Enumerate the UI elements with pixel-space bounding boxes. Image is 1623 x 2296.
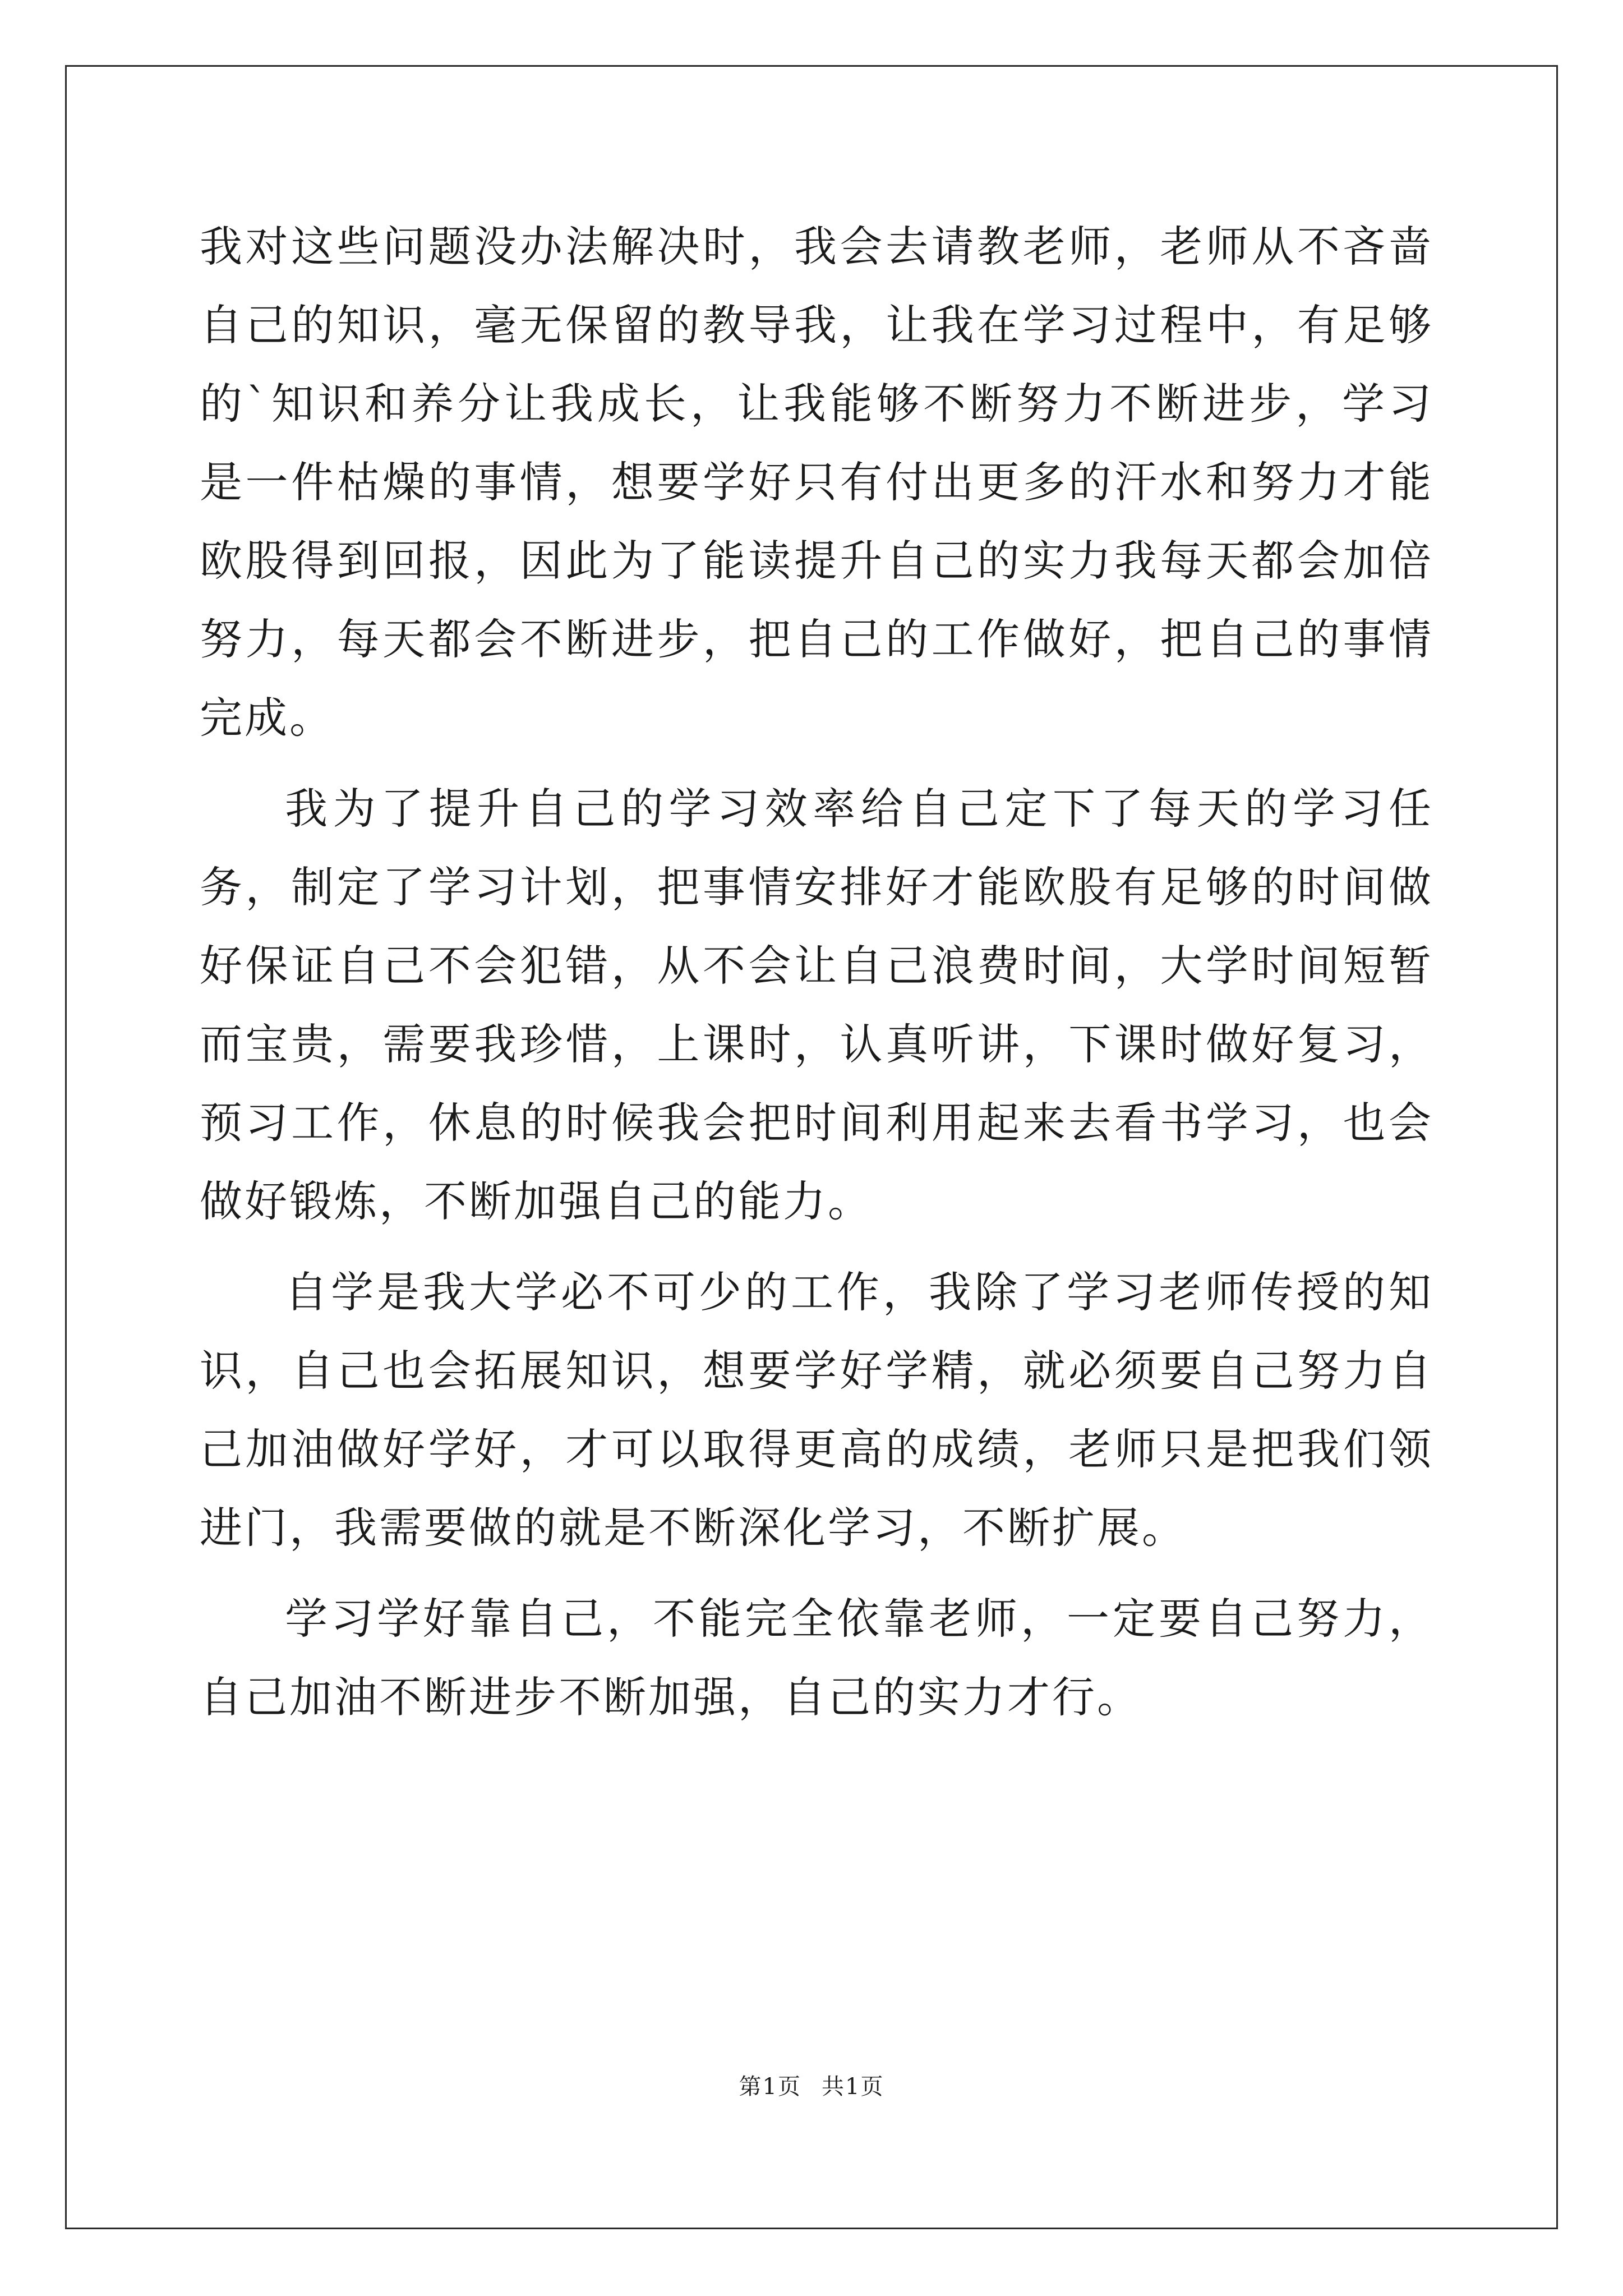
paragraph-2: 我为了提升自己的学习效率给自己定下了每天的学习任务，制定了学习计划，把事情安排好才能欧股有足够的时间做好保证自己不会犯错，从不会让自己浪费时间，大学时间短暂而宝贵，需要我珍惜，上课时，认真听讲，下课时做好复习，预习工作，休息的时候我会把时间利用起来去看书学习，也会做好锻炼，不断加强自己的能力。 (200, 784, 1433, 1226)
page-number-total: 共1页 (822, 2074, 884, 2100)
document-body (200, 208, 1433, 1749)
paragraph-3: 自学是我大学必不可少的工作，我除了学习老师传授的知识，自己也会拓展知识，想要学好学精，就必须要自己努力自己加油做好学好，才可以取得更高的成绩，老师只是把我们领进门，我需要做的就是不断深化学习，不断扩展。 (200, 1267, 1433, 1553)
paragraph-4: 学习学好靠自己，不能完全依靠老师，一定要自己努力，自己加油不断进步不断加强，自己的实力才行。 (200, 1594, 1433, 1722)
paragraph-1: 我对这些问题没办法解决时，我会去请教老师，老师从不吝啬自己的知识，毫无保留的教导我，让我在学习过程中，有足够的`知识和养分让我成长，让我能够不断努力不断进步，学习是一件枯燥的事情，想要学好只有付出更多的汗水和努力才能欧股得到回报，因此为了能读提升自己的实力我每天都会加倍努力，每天都会不断进步，把自己的工作做好，把自己的事情完成。 (200, 222, 1433, 743)
page-number-current: 第1页 (739, 2074, 801, 2100)
page-footer (0, 2069, 1623, 2101)
